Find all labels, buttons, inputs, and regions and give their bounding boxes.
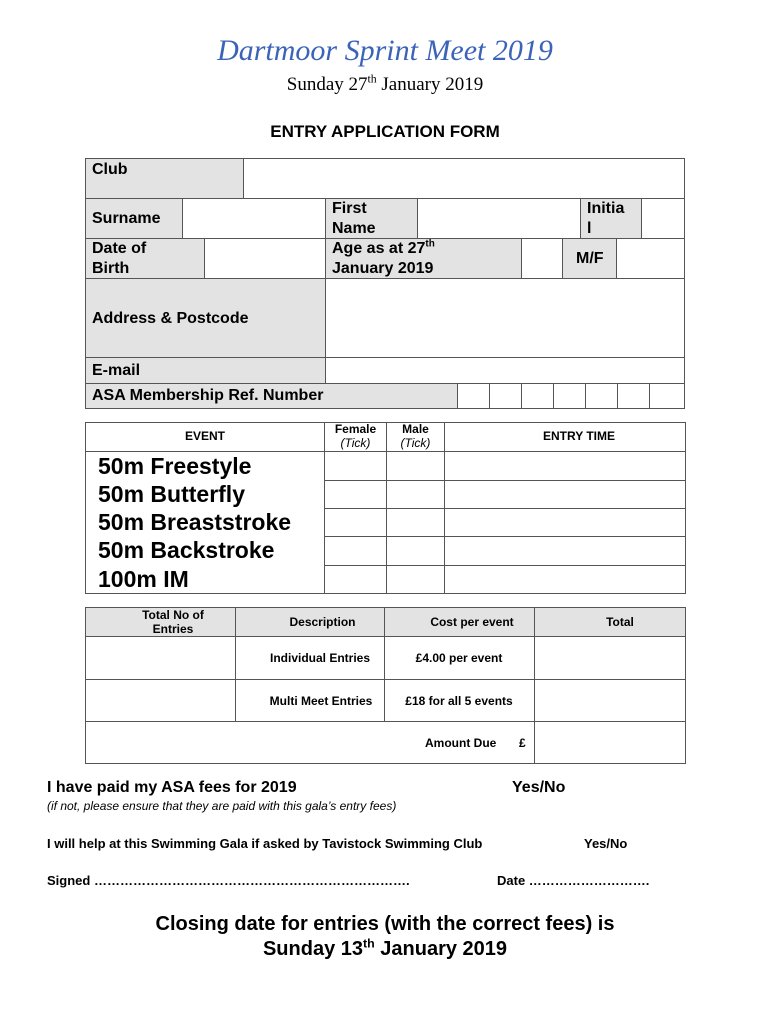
female-tick-box[interactable] <box>324 536 387 566</box>
male-tick-box[interactable] <box>386 508 445 537</box>
signature-line[interactable]: Signed ………………………………………………………………. <box>47 873 410 888</box>
female-header-note: (Tick) <box>340 436 371 450</box>
event-date-suffix: th <box>367 72 377 86</box>
event-header: EVENT <box>184 429 225 443</box>
male-header-note: (Tick) <box>400 436 431 450</box>
surname-input[interactable] <box>182 198 326 239</box>
club-input[interactable] <box>243 158 685 199</box>
entry-time-input[interactable] <box>444 565 686 594</box>
asa-digit-box[interactable] <box>489 383 522 409</box>
event-name: 50m Backstroke <box>98 537 275 563</box>
female-tick-box[interactable] <box>324 480 387 509</box>
entry-time-input[interactable] <box>444 480 686 509</box>
closing-date-notice <box>0 912 770 962</box>
event-name: 50m Breaststroke <box>98 509 292 535</box>
initial-label-line2: l <box>587 220 592 237</box>
amount-due-input[interactable] <box>534 721 686 764</box>
address-input[interactable] <box>325 278 685 358</box>
help-statement: I will help at this Swimming Gala if asked by Tavistock Swimming Club <box>47 836 483 851</box>
male-tick-box[interactable] <box>386 451 445 481</box>
age-input[interactable] <box>521 238 563 279</box>
entry-time-input[interactable] <box>444 508 686 537</box>
multi-cost: £18 for all 5 events <box>405 694 513 708</box>
mf-input[interactable] <box>616 238 685 279</box>
email-input[interactable] <box>325 357 685 384</box>
event-name: 50m Butterfly <box>98 481 245 507</box>
total-header: Total <box>606 615 634 629</box>
female-header <box>324 422 387 450</box>
first-name-input[interactable] <box>417 198 581 239</box>
event-name: 100m IM <box>98 566 189 592</box>
initial-label-line1: Initia <box>587 200 625 217</box>
first-name-label-line1: First <box>332 200 367 217</box>
multi-meet-entries-label: Multi Meet Entries <box>269 694 373 708</box>
initial-label <box>587 199 624 239</box>
event-date-rest: January 2019 <box>376 74 484 95</box>
male-tick-box[interactable] <box>386 480 445 509</box>
age-label-suffix: th <box>425 238 435 250</box>
male-tick-box[interactable] <box>386 565 445 594</box>
asa-fees-yes-no[interactable]: Yes/No <box>512 779 566 796</box>
age-label-line2: January 2019 <box>332 260 434 277</box>
closing-date-suffix: th <box>363 936 375 951</box>
asa-digit-box[interactable] <box>553 383 586 409</box>
surname-label: Surname <box>92 210 161 227</box>
email-label: E-mail <box>92 362 141 379</box>
male-header-label: Male <box>402 422 429 436</box>
asa-fees-note-paren: ( <box>47 799 51 813</box>
age-label <box>332 239 435 279</box>
dob-label-line1: Date of <box>92 240 147 257</box>
closing-date-line1: Closing date for entries (with the correct fees) is <box>155 913 615 935</box>
multi-total-input[interactable] <box>534 679 686 722</box>
first-name-label <box>332 199 376 239</box>
event-date-day: Sunday 27 <box>286 74 368 95</box>
individual-total-input[interactable] <box>534 636 686 680</box>
female-tick-box[interactable] <box>324 565 387 594</box>
male-header <box>386 422 445 450</box>
female-tick-box[interactable] <box>324 508 387 537</box>
amount-due-label: Amount Due <box>425 736 497 750</box>
individual-entries-count-input[interactable] <box>85 636 236 680</box>
entry-time-header: ENTRY TIME <box>542 429 615 443</box>
male-tick-box[interactable] <box>386 536 445 566</box>
asa-digit-box[interactable] <box>649 383 685 409</box>
dob-input[interactable] <box>204 238 326 279</box>
multi-entries-count-input[interactable] <box>85 679 236 722</box>
dob-label <box>92 239 146 279</box>
female-header-label: Female <box>334 422 377 436</box>
asa-digit-box[interactable] <box>617 383 650 409</box>
event-name: 50m Freestyle <box>98 453 252 479</box>
dob-label-line2: Birth <box>92 260 130 277</box>
entry-time-input[interactable] <box>444 451 686 481</box>
total-no-header-line1: Total No of <box>142 608 204 622</box>
asa-digit-box[interactable] <box>585 383 618 409</box>
individual-cost: £4.00 per event <box>415 651 503 665</box>
first-name-label-line2: Name <box>332 220 376 237</box>
event-date <box>0 74 770 96</box>
age-label-line1: Age as at 27 <box>332 240 426 257</box>
female-tick-box[interactable] <box>324 451 387 481</box>
closing-date-day: Sunday 13 <box>262 938 363 960</box>
form-title: Dartmoor Sprint Meet 2019 <box>217 34 553 67</box>
asa-fees-statement: I have paid my ASA fees for 2019 <box>47 779 297 796</box>
description-header: Description <box>289 615 356 629</box>
individual-entries-label: Individual Entries <box>269 651 371 665</box>
address-label: Address & Postcode <box>92 310 249 327</box>
date-line[interactable]: Date ………………………. <box>497 873 650 888</box>
club-label: Club <box>92 161 128 178</box>
entry-form-heading: ENTRY APPLICATION FORM <box>270 122 500 141</box>
asa-ref-label: ASA Membership Ref. Number <box>92 387 324 404</box>
mf-label: M/F <box>576 250 604 267</box>
help-yes-no[interactable]: Yes/No <box>584 836 628 851</box>
currency-symbol: £ <box>519 736 526 750</box>
asa-digit-box[interactable] <box>521 383 554 409</box>
cost-per-event-header: Cost per event <box>430 615 514 629</box>
asa-fees-note-text: if not, please ensure that they are paid with this gala’s entry fees) <box>51 799 397 813</box>
asa-digit-box[interactable] <box>457 383 490 409</box>
entry-time-input[interactable] <box>444 536 686 566</box>
initial-input[interactable] <box>641 198 685 239</box>
closing-date-rest: January 2019 <box>374 938 508 960</box>
total-no-header-line2: Entries <box>152 622 194 636</box>
asa-fees-note <box>47 799 396 813</box>
